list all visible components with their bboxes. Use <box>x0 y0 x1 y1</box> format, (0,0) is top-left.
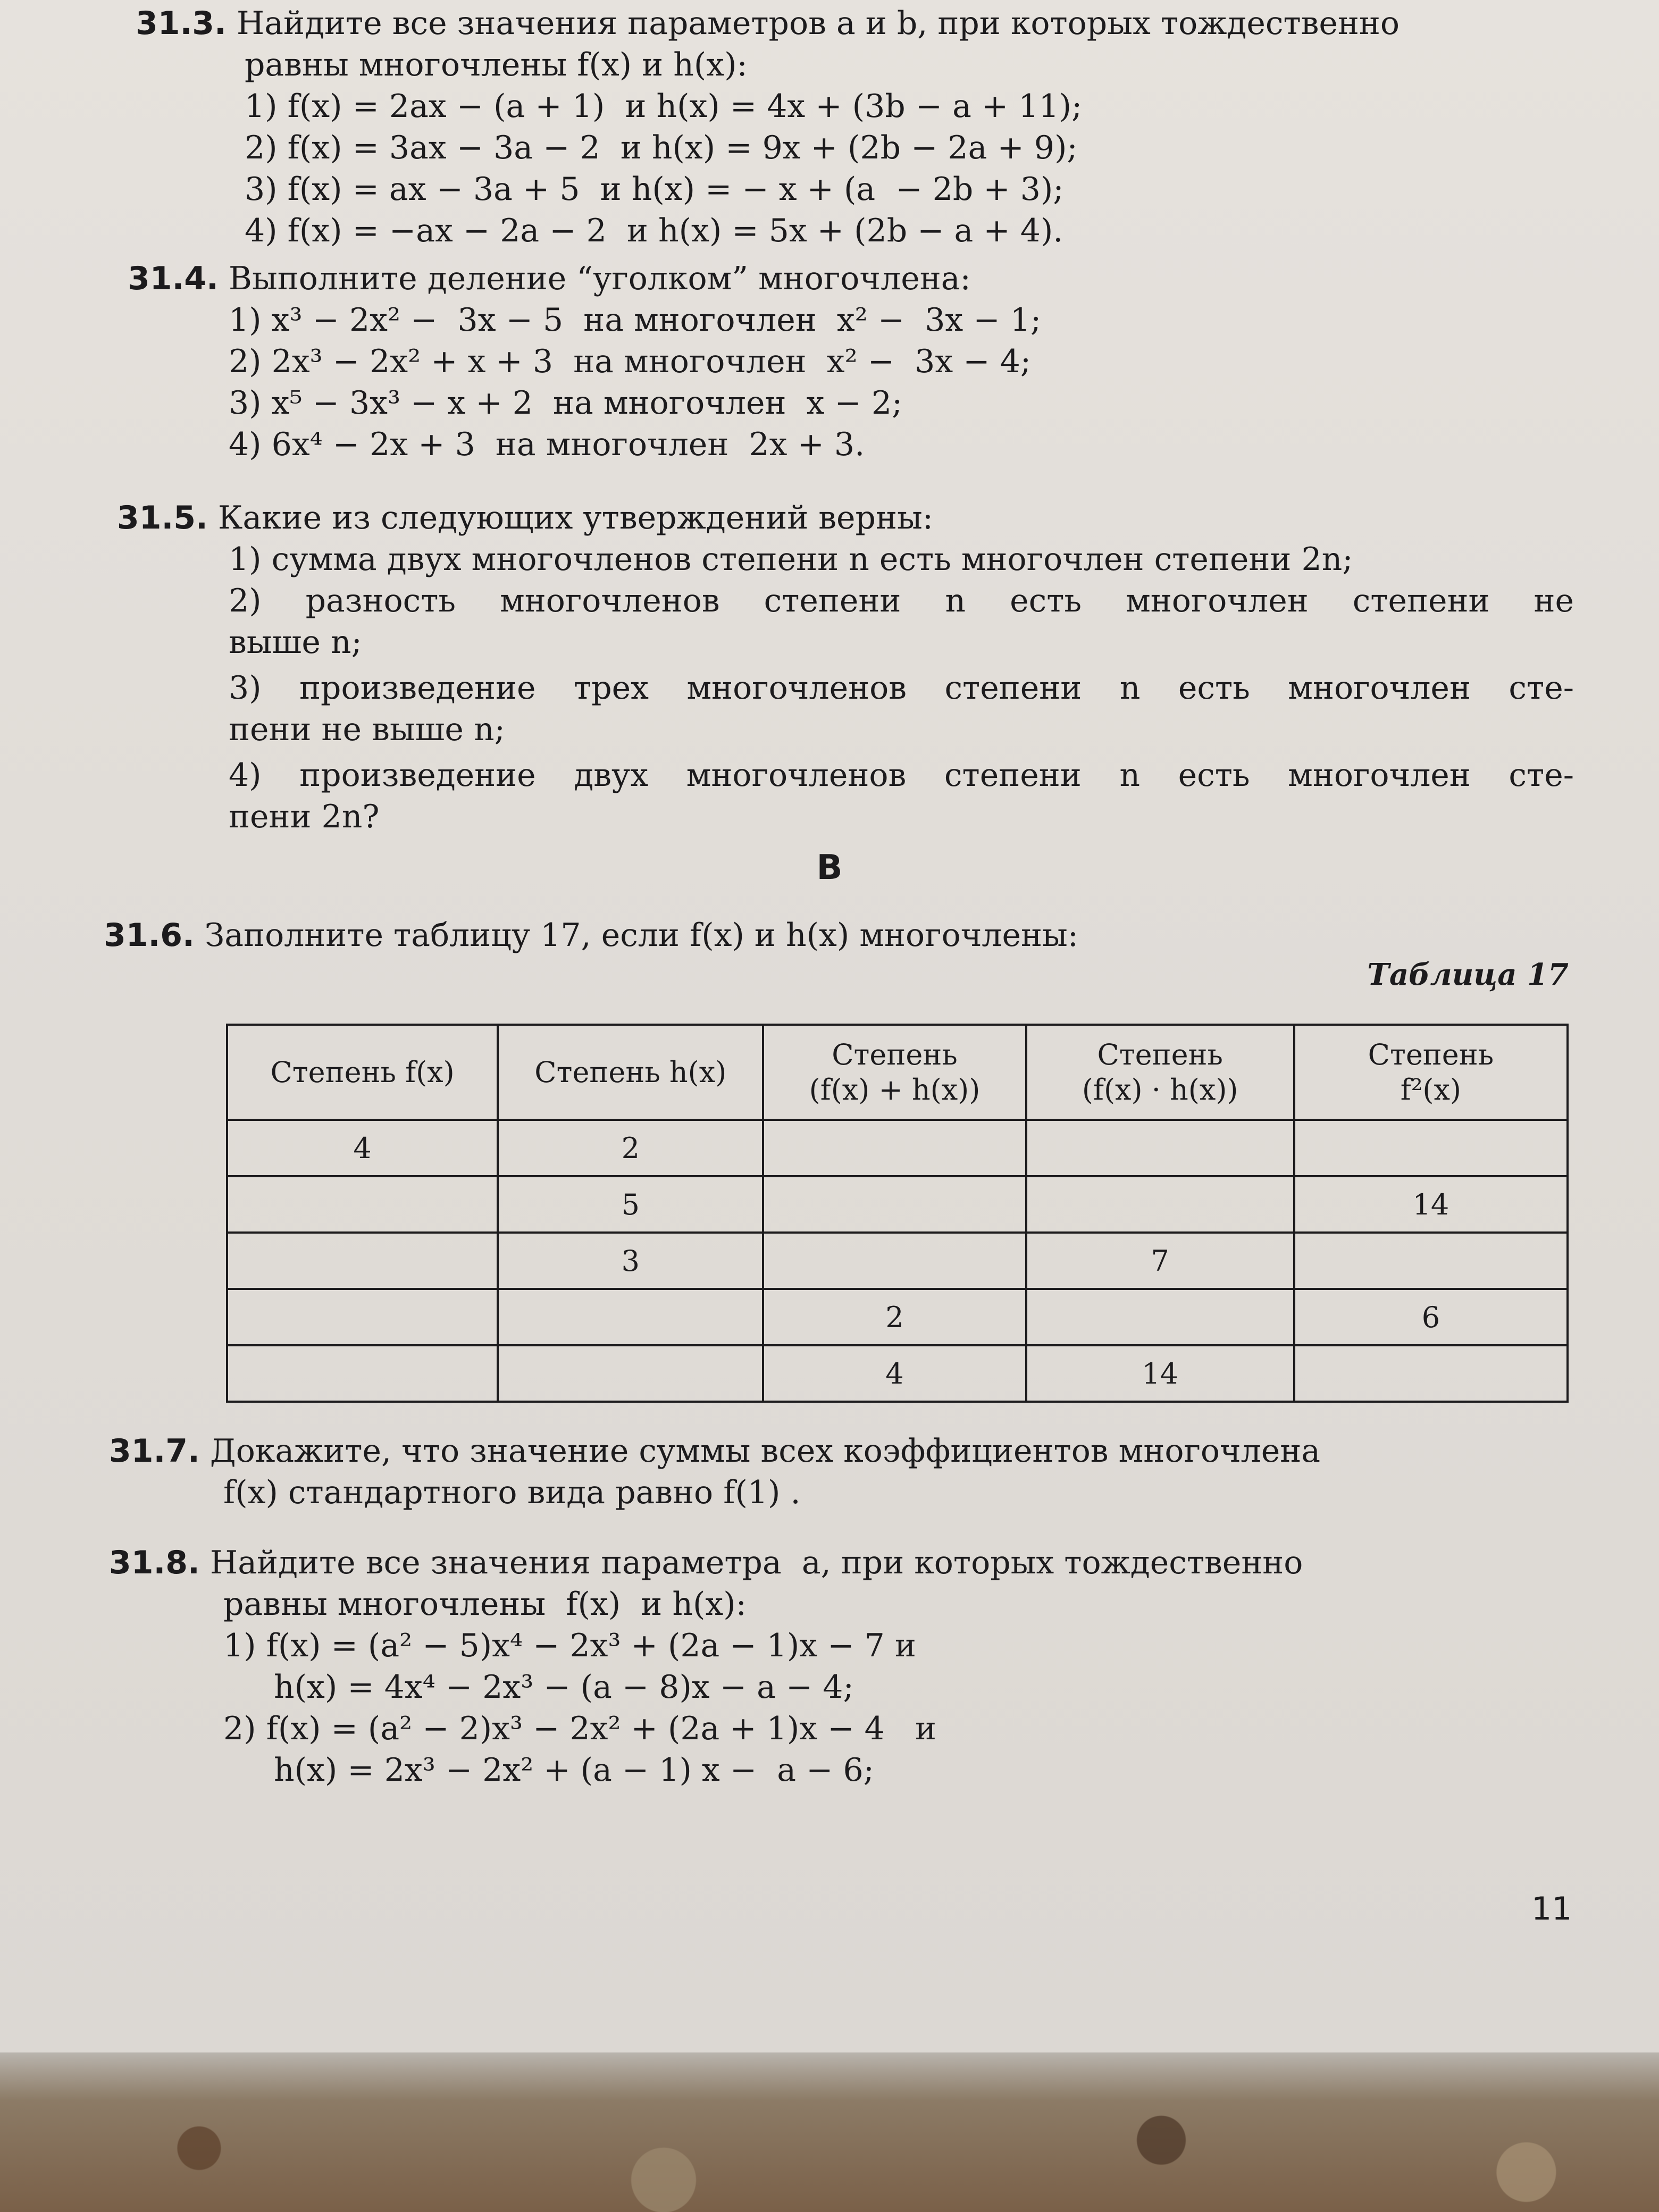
problem-item-cont: выше n; <box>229 624 362 661</box>
problem-item: 4) f(x) = −ax − 2a − 2 и h(x) = 5x + (2b − a + 4). <box>245 212 1063 249</box>
problem-item: 1) x³ − 2x² − 3x − 5 на многочлен x² − 3x − 1; <box>229 301 1042 339</box>
table-cell <box>227 1233 498 1289</box>
problem-number: 31.8. <box>109 1544 200 1581</box>
table-cell: 4 <box>227 1120 498 1176</box>
table-cell: 5 <box>498 1176 763 1233</box>
table-cell <box>498 1289 763 1345</box>
table-cell <box>1294 1345 1568 1402</box>
table-cell <box>227 1289 498 1345</box>
problem-item-cont: пени не выше n; <box>229 711 505 748</box>
table-row <box>227 1176 1568 1233</box>
table-cell <box>227 1345 498 1402</box>
page-number: 11 <box>1531 1890 1572 1928</box>
problem-text: Найдите все значения параметров a и b, при которых тождественно <box>236 5 1400 42</box>
table-row <box>227 1345 1568 1402</box>
table-cell <box>763 1233 1026 1289</box>
problem-text: Выполните деление “уголком” многочлена: <box>228 260 971 297</box>
header-degree-f-squared: Степень f²(x) <box>1294 1025 1568 1120</box>
table-row <box>227 1120 1568 1176</box>
problem-number: 31.5. <box>117 499 208 537</box>
problem-number: 31.7. <box>109 1432 200 1470</box>
header-degree-sum: Степень (f(x) + h(x)) <box>763 1025 1026 1120</box>
problem-31-7 <box>109 1430 1577 1513</box>
problem-text-cont: равны многочлены f(x) и h(x): <box>245 46 748 83</box>
fabric-background <box>0 2052 1659 2212</box>
problem-item: 4) произведение двух многочленов степени n есть многочлен сте- <box>229 757 1574 794</box>
problem-31-8 <box>109 1542 1577 1791</box>
problem-item: 3) f(x) = ax − 3a + 5 и h(x) = − x + (a − 2b + 3); <box>245 171 1064 208</box>
problem-31-5 <box>117 497 1574 837</box>
problem-item-cont: h(x) = 2x³ − 2x² + (a − 1) x − a − 6; <box>274 1752 874 1789</box>
problem-31-3 <box>136 3 1571 252</box>
table-cell <box>498 1345 763 1402</box>
table-cell <box>1294 1120 1568 1176</box>
table-cell <box>227 1176 498 1233</box>
problem-item: 1) f(x) = (a² − 5)x⁴ − 2x³ + (2a − 1)x − 7 и <box>223 1627 916 1664</box>
table-17 <box>226 1024 1569 1403</box>
problem-text: Найдите все значения параметра a, при которых тождественно <box>210 1544 1303 1581</box>
table-cell: 4 <box>763 1345 1026 1402</box>
problem-item: 2) разность многочленов степени n есть многочлен степени не <box>229 582 1574 619</box>
problem-31-4 <box>128 258 1563 465</box>
table-row <box>227 1233 1568 1289</box>
problem-item: 4) 6x⁴ − 2x + 3 на многочлен 2x + 3. <box>229 426 865 463</box>
problem-number: 31.4. <box>128 260 219 297</box>
table-cell: 14 <box>1026 1345 1294 1402</box>
table-cell: 3 <box>498 1233 763 1289</box>
problem-item: 1) f(x) = 2ax − (a + 1) и h(x) = 4x + (3b − a + 11); <box>245 88 1083 125</box>
table-cell: 14 <box>1294 1176 1568 1233</box>
table-header-row <box>227 1025 1568 1120</box>
problem-number: 31.3. <box>136 5 227 42</box>
table-row <box>227 1289 1568 1345</box>
problem-item: 2) 2x³ − 2x² + x + 3 на многочлен x² − 3x − 4; <box>229 343 1031 380</box>
problem-text: Какие из следующих утверждений верны: <box>217 499 933 537</box>
table-cell <box>763 1120 1026 1176</box>
table-cell <box>1026 1289 1294 1345</box>
problem-text-cont: f(x) стандартного вида равно f(1) . <box>223 1474 801 1511</box>
table-caption: Таблица 17 <box>1367 957 1569 992</box>
section-letter: B <box>816 848 843 887</box>
problem-text: Заполните таблицу 17, если f(x) и h(x) многочлены: <box>204 917 1078 954</box>
table-cell: 7 <box>1026 1233 1294 1289</box>
problem-item: 3) x⁵ − 3x³ − x + 2 на многочлен x − 2; <box>229 384 903 422</box>
problem-text-cont: равны многочлены f(x) и h(x): <box>223 1586 747 1623</box>
table-cell: 6 <box>1294 1289 1568 1345</box>
problem-number: 31.6. <box>104 917 195 954</box>
table-cell <box>763 1176 1026 1233</box>
problem-item: 1) сумма двух многочленов степени n есть многочлен степени 2n; <box>229 541 1353 578</box>
problem-item: 2) f(x) = 3ax − 3a − 2 и h(x) = 9x + (2b − 2a + 9); <box>245 129 1078 166</box>
problem-item-cont: пени 2n? <box>229 798 380 835</box>
table-cell <box>1026 1176 1294 1233</box>
fabric-pattern <box>0 2052 1659 2212</box>
header-degree-f: Степень f(x) <box>227 1025 498 1120</box>
header-degree-product: Степень (f(x) · h(x)) <box>1026 1025 1294 1120</box>
table-cell <box>1026 1120 1294 1176</box>
problem-text: Докажите, что значение суммы всех коэффициентов многочлена <box>210 1432 1321 1470</box>
problem-item: 3) произведение трех многочленов степени n есть многочлен сте- <box>229 669 1574 707</box>
header-degree-h: Степень h(x) <box>498 1025 763 1120</box>
table-cell: 2 <box>763 1289 1026 1345</box>
table-cell <box>1294 1233 1568 1289</box>
problem-item-cont: h(x) = 4x⁴ − 2x³ − (a − 8)x − a − 4; <box>274 1669 854 1706</box>
problem-31-6 <box>104 915 1571 956</box>
problem-item: 2) f(x) = (a² − 2)x³ − 2x² + (2a + 1)x − 4 и <box>223 1710 936 1747</box>
table-cell: 2 <box>498 1120 763 1176</box>
